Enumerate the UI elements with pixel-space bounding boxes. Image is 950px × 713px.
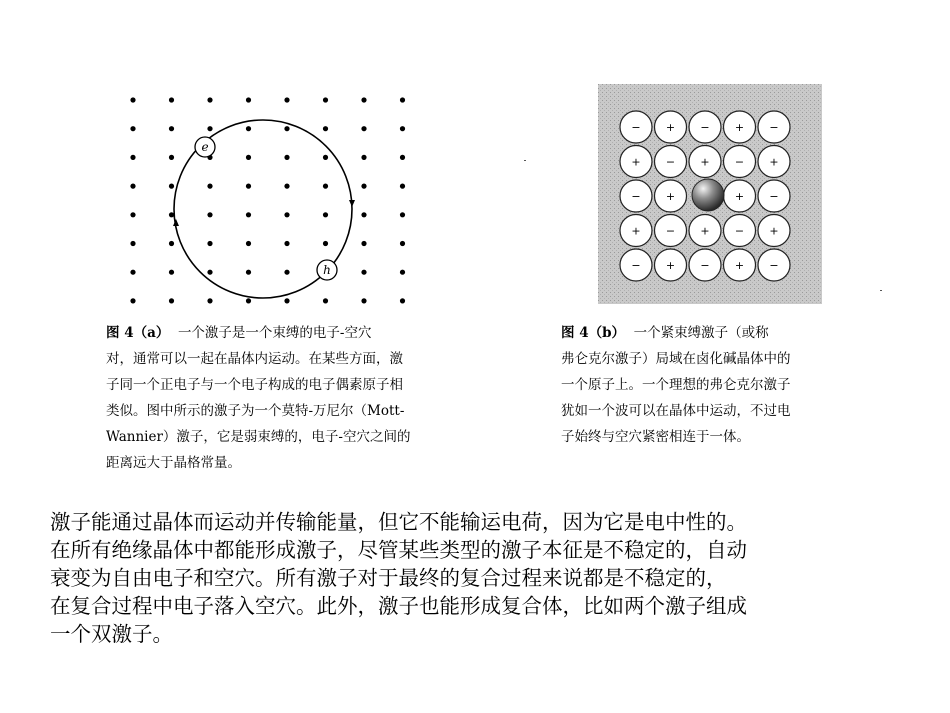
body-line: 在所有绝缘晶体中都能形成激子，尽管某些类型的激子本征是不稳定的，自动 <box>50 538 747 562</box>
lattice-point <box>323 97 328 102</box>
ion-charge-label: − <box>665 224 676 238</box>
caption-line: Wannier）激子，它是弱束缚的，电子-空穴之间的 <box>106 429 411 445</box>
lattice-point <box>400 298 405 303</box>
ion-charge-label: + <box>631 224 641 238</box>
ion <box>655 146 687 178</box>
lattice-point <box>130 298 135 303</box>
lattice-point <box>323 298 328 303</box>
lattice-point <box>284 241 289 246</box>
ion-charge-label: + <box>769 224 779 238</box>
ion <box>655 249 687 281</box>
ion-charge-label: + <box>734 190 745 203</box>
ion-charge-label: − <box>769 259 779 272</box>
ion-charge-label: + <box>665 121 676 134</box>
lattice-point <box>361 184 366 189</box>
lattice-point <box>169 298 174 303</box>
ion <box>655 111 687 143</box>
ion-charge-label: − <box>665 155 676 169</box>
body-line: 激子能通过晶体而运动并传输能量，但它不能输运电荷，因为它是电中性的。 <box>50 510 747 534</box>
lattice-point <box>284 298 289 303</box>
ion-charge-label: − <box>631 190 641 203</box>
lattice-point <box>130 184 135 189</box>
caption-line: 子始终与空穴紧密相连于一体。 <box>561 429 750 445</box>
lattice-point <box>284 184 289 189</box>
ion <box>758 146 790 178</box>
lattice-point <box>284 270 289 275</box>
figure-b-frenkel-exciton <box>598 84 822 304</box>
lattice-points <box>130 97 405 303</box>
ion <box>620 215 652 247</box>
ion-charge-label: + <box>734 121 745 134</box>
lattice-point <box>169 126 174 131</box>
ion <box>724 249 756 281</box>
lattice-point <box>400 155 405 160</box>
ion <box>724 180 756 212</box>
electron <box>195 137 215 157</box>
ion <box>620 146 652 178</box>
lattice-point <box>284 155 289 160</box>
lattice-point <box>130 126 135 131</box>
exciton-atom <box>692 179 724 211</box>
lattice-point <box>400 241 405 246</box>
lattice-point <box>169 241 174 246</box>
body-line: 一个双激子。 <box>50 622 173 646</box>
lattice-point <box>169 155 174 160</box>
body-paragraph <box>50 508 910 648</box>
electron-label: e <box>201 140 209 154</box>
lattice-point <box>400 126 405 131</box>
lattice-point <box>169 97 174 102</box>
ion-charge-label: − <box>631 121 641 134</box>
caption-line: 对，通常可以一起在晶体内运动。在某些方面，激 <box>106 351 403 367</box>
caption-line: 距离远大于晶格常量。 <box>106 455 241 471</box>
lattice-point <box>169 184 174 189</box>
ion <box>724 215 756 247</box>
figure-b-caption-head: 图 4（b） <box>561 325 626 341</box>
ion <box>689 111 721 143</box>
lattice-point <box>361 241 366 246</box>
lattice-point <box>130 155 135 160</box>
lattice-point <box>323 241 328 246</box>
lattice-point <box>207 298 212 303</box>
ion-charge-label: − <box>700 121 710 134</box>
ion-charge-label: − <box>769 121 779 134</box>
ion <box>758 215 790 247</box>
caption-line: 犹如一个波可以在晶体中运动，不过电 <box>561 403 791 419</box>
ion <box>620 249 652 281</box>
lattice-point <box>246 126 251 131</box>
ion-charge-label: − <box>734 224 745 238</box>
ion <box>620 180 652 212</box>
figure-a-caption-head: 图 4（a） <box>106 325 170 341</box>
lattice-point <box>361 270 366 275</box>
caption-line: 子同一个正电子与一个电子构成的电子偶素原子相 <box>106 377 403 393</box>
lattice-point <box>284 97 289 102</box>
lattice-point <box>130 97 135 102</box>
figure-a-caption <box>106 320 486 476</box>
ion <box>689 215 721 247</box>
caption-line: 类似。图中所示的激子为一个莫特-万尼尔（Mott- <box>106 403 405 419</box>
lattice-point <box>361 212 366 217</box>
lattice-point <box>207 241 212 246</box>
ion <box>758 249 790 281</box>
lattice-point <box>323 184 328 189</box>
orbit-arrow-right <box>349 200 355 207</box>
ion-charge-label: − <box>631 259 641 272</box>
lattice-point <box>130 241 135 246</box>
ion-charge-label: + <box>665 190 676 203</box>
ion-charge-label: + <box>631 155 641 169</box>
lattice-point <box>284 126 289 131</box>
lattice-point <box>246 298 251 303</box>
ion <box>655 215 687 247</box>
ion-charge-label: + <box>700 155 710 169</box>
ion <box>758 111 790 143</box>
lattice-point <box>246 97 251 102</box>
caption-line: 弗仑克尔激子）局域在卤化碱晶体中的 <box>561 351 791 367</box>
ion-charge-label: − <box>769 190 779 203</box>
ion <box>724 111 756 143</box>
lattice-point <box>207 270 212 275</box>
scan-speck <box>524 160 526 161</box>
lattice-point <box>246 241 251 246</box>
ion-charge-label: + <box>665 259 676 272</box>
figure-b-caption <box>561 320 871 450</box>
ion <box>620 111 652 143</box>
caption-line: 一个原子上。一个理想的弗仑克尔激子 <box>561 377 791 393</box>
body-line: 衰变为自由电子和空穴。所有激子对于最终的复合过程来说都是不稳定的， <box>50 566 727 590</box>
ion-charge-label: + <box>700 224 710 238</box>
ion-charge-label: − <box>700 259 710 272</box>
hole-label: h <box>323 263 331 277</box>
caption-line: 一个激子是一个束缚的电子-空穴 <box>177 325 372 341</box>
hole <box>317 260 337 280</box>
ion <box>655 180 687 212</box>
ion-charge-label: + <box>734 259 745 272</box>
lattice-point <box>207 126 212 131</box>
lattice-point <box>207 97 212 102</box>
lattice-point <box>400 97 405 102</box>
lattice-point <box>246 270 251 275</box>
lattice-point <box>400 212 405 217</box>
lattice-point <box>207 212 212 217</box>
ion <box>724 146 756 178</box>
scan-speck <box>880 290 882 291</box>
lattice-point <box>400 270 405 275</box>
figure-a-mott-wannier-exciton <box>118 85 418 310</box>
lattice-point <box>361 126 366 131</box>
lattice-point <box>323 212 328 217</box>
lattice-point <box>284 212 289 217</box>
ion-charge-label: − <box>734 155 745 169</box>
lattice-point <box>361 298 366 303</box>
ion <box>758 180 790 212</box>
lattice-point <box>246 212 251 217</box>
ion <box>689 146 721 178</box>
caption-line: 一个紧束缚激子（或称 <box>633 325 769 341</box>
lattice-point <box>246 184 251 189</box>
lattice-point <box>323 126 328 131</box>
ion <box>689 249 721 281</box>
lattice-point <box>400 184 405 189</box>
lattice-point <box>130 212 135 217</box>
lattice-point <box>323 155 328 160</box>
lattice-point <box>361 97 366 102</box>
lattice-point <box>361 155 366 160</box>
lattice-point <box>246 155 251 160</box>
body-line: 在复合过程中电子落入空穴。此外，激子也能形成复合体，比如两个激子组成 <box>50 594 747 618</box>
lattice-point <box>207 184 212 189</box>
ion-charge-label: + <box>769 155 779 169</box>
lattice-point <box>169 270 174 275</box>
lattice-point <box>130 270 135 275</box>
